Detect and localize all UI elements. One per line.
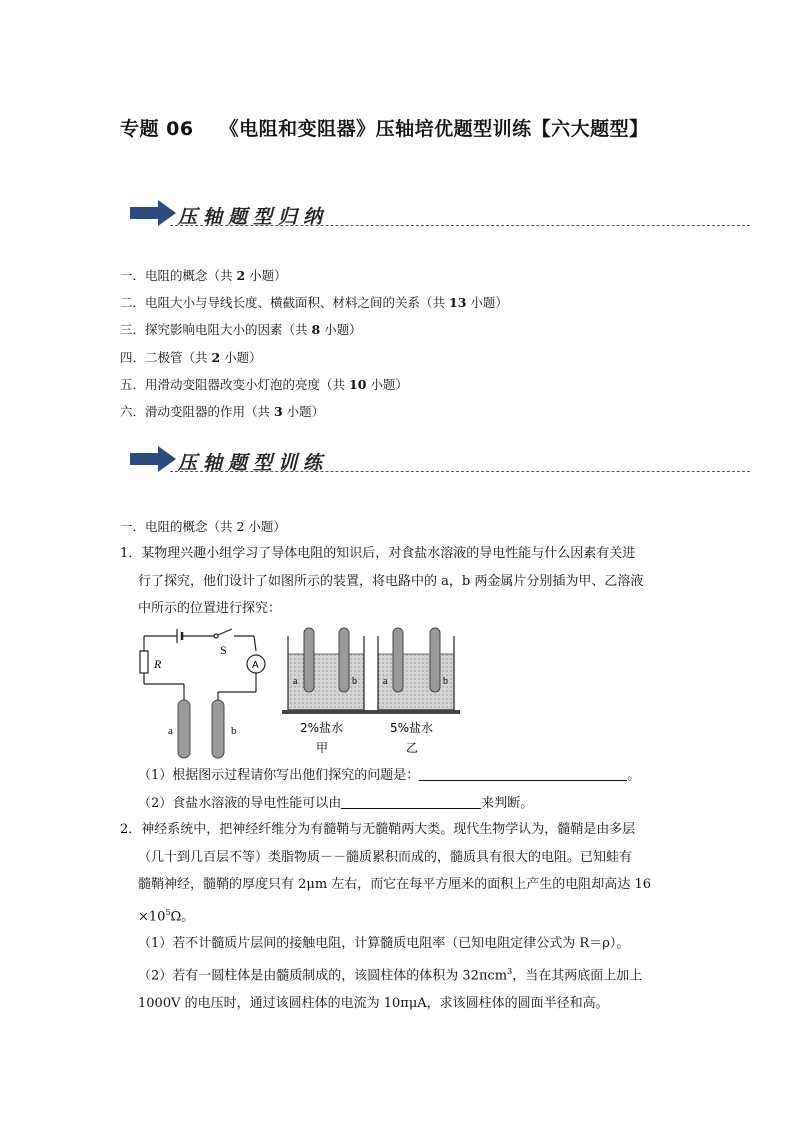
circuit-figure <box>134 626 464 761</box>
question-text: 髓鞘神经，髓鞘的厚度只有 2μm 左右，而它在每平方厘米的面积上产生的电阻却高达 16 <box>138 877 651 892</box>
beaker2-concentration: 5%盐水 <box>390 721 434 735</box>
beaker1-concentration: 2%盐水 <box>300 721 344 735</box>
bench <box>282 710 460 714</box>
label-a: a <box>168 725 173 737</box>
beaker-label-b: b <box>352 676 357 687</box>
topic-item: 五．用滑动变阻器改变小灯泡的亮度（共 10 小题） <box>120 376 408 392</box>
beaker-yi <box>378 628 454 710</box>
subquestion-1: （1）若不计髓质片层间的接触电阻，计算髓质电阻率（已知电阻定律公式为 R＝ρ）。 <box>138 936 630 952</box>
beaker-label-a: a <box>383 676 388 687</box>
question-1 <box>120 540 685 623</box>
topic-item: 四．二极管（共 2 小题） <box>120 349 262 365</box>
answer-blank[interactable] <box>341 795 481 809</box>
arrow-right-icon <box>130 444 178 474</box>
label-b: b <box>231 725 237 737</box>
topic-item: 三．探究影响电阻大小的因素（共 8 小题） <box>120 322 362 338</box>
question-text: 中所示的位置进行探究： <box>138 601 282 616</box>
question-text: $\times 10^5\Omega$。 <box>138 907 195 924</box>
question-text: 2．神经系统中，把神经纤维分为有髓鞘与无髓鞘两大类。现代生物学认为，髓鞘是由多层 <box>120 822 636 837</box>
banner-summary <box>130 198 750 232</box>
answer-blank[interactable] <box>419 767 627 781</box>
title-main: 《电阻和变阻器》压轴培优题型训练【六大题型】 <box>219 118 649 140</box>
electrode-a <box>178 700 190 758</box>
beaker1-name: 甲 <box>316 741 329 755</box>
beaker-label-b: b <box>443 676 448 687</box>
topic-list <box>120 262 508 425</box>
electrode-b <box>212 700 224 758</box>
banner-divider <box>170 471 750 472</box>
subquestion-2: （2）食盐水溶液的导电性能可以由 来判断。 <box>138 795 534 811</box>
beaker2-name: 乙 <box>406 741 419 755</box>
subquestion-2: （2）若有一圆柱体是由髓质制成的，该圆柱体的体积为 32πcm$^3$，当在其两底面上加上 <box>138 966 643 984</box>
page-title <box>120 114 740 141</box>
topic-item: 六．滑动变阻器的作用（共 3 小题） <box>120 404 325 420</box>
beaker-label-a: a <box>293 676 298 687</box>
ammeter-icon: A <box>252 660 259 671</box>
section-heading: 一．电阻的概念（共 2 小题） <box>120 519 286 534</box>
question-2 <box>120 816 685 1017</box>
question-text: 1000V 的电压时，通过该圆柱体的电流为 10πμA，求该圆柱体的圆面半径和高。 <box>138 995 609 1011</box>
beaker-jia <box>288 628 364 710</box>
subquestion-1: （1）根据图示过程请你写出他们探究的问题是： 。 <box>138 768 641 783</box>
topic-item: 一．电阻的概念（共 2 小题） <box>120 268 287 283</box>
arrow-right-icon <box>130 198 178 228</box>
topic-item: 二．电阻大小与导线长度、横截面积、材料之间的关系（共 13 小题） <box>120 295 508 311</box>
title-prefix: 专题 06 <box>120 118 194 140</box>
banner-training <box>130 444 750 478</box>
question-text: 1．某物理兴趣小组学习了导体电阻的知识后，对食盐水溶液的导电性能与什么因素有关进 <box>120 546 636 561</box>
banner-training-label: 压轴题型训练 <box>178 452 329 474</box>
banner-divider <box>170 225 750 226</box>
question-text: 行了探究，他们设计了如图所示的装置，将电路中的 a，b 两金属片分别插为甲、乙溶液 <box>138 573 644 589</box>
question-text: （几十到几百层不等）类脂物质－－髓质累积而成的，髓质具有很大的电阻。已知蛙有 <box>138 849 633 865</box>
label-R: R <box>154 657 162 671</box>
question-1-subparts <box>120 762 685 817</box>
label-S: S <box>220 643 227 657</box>
banner-summary-label: 压轴题型归纳 <box>178 206 329 228</box>
